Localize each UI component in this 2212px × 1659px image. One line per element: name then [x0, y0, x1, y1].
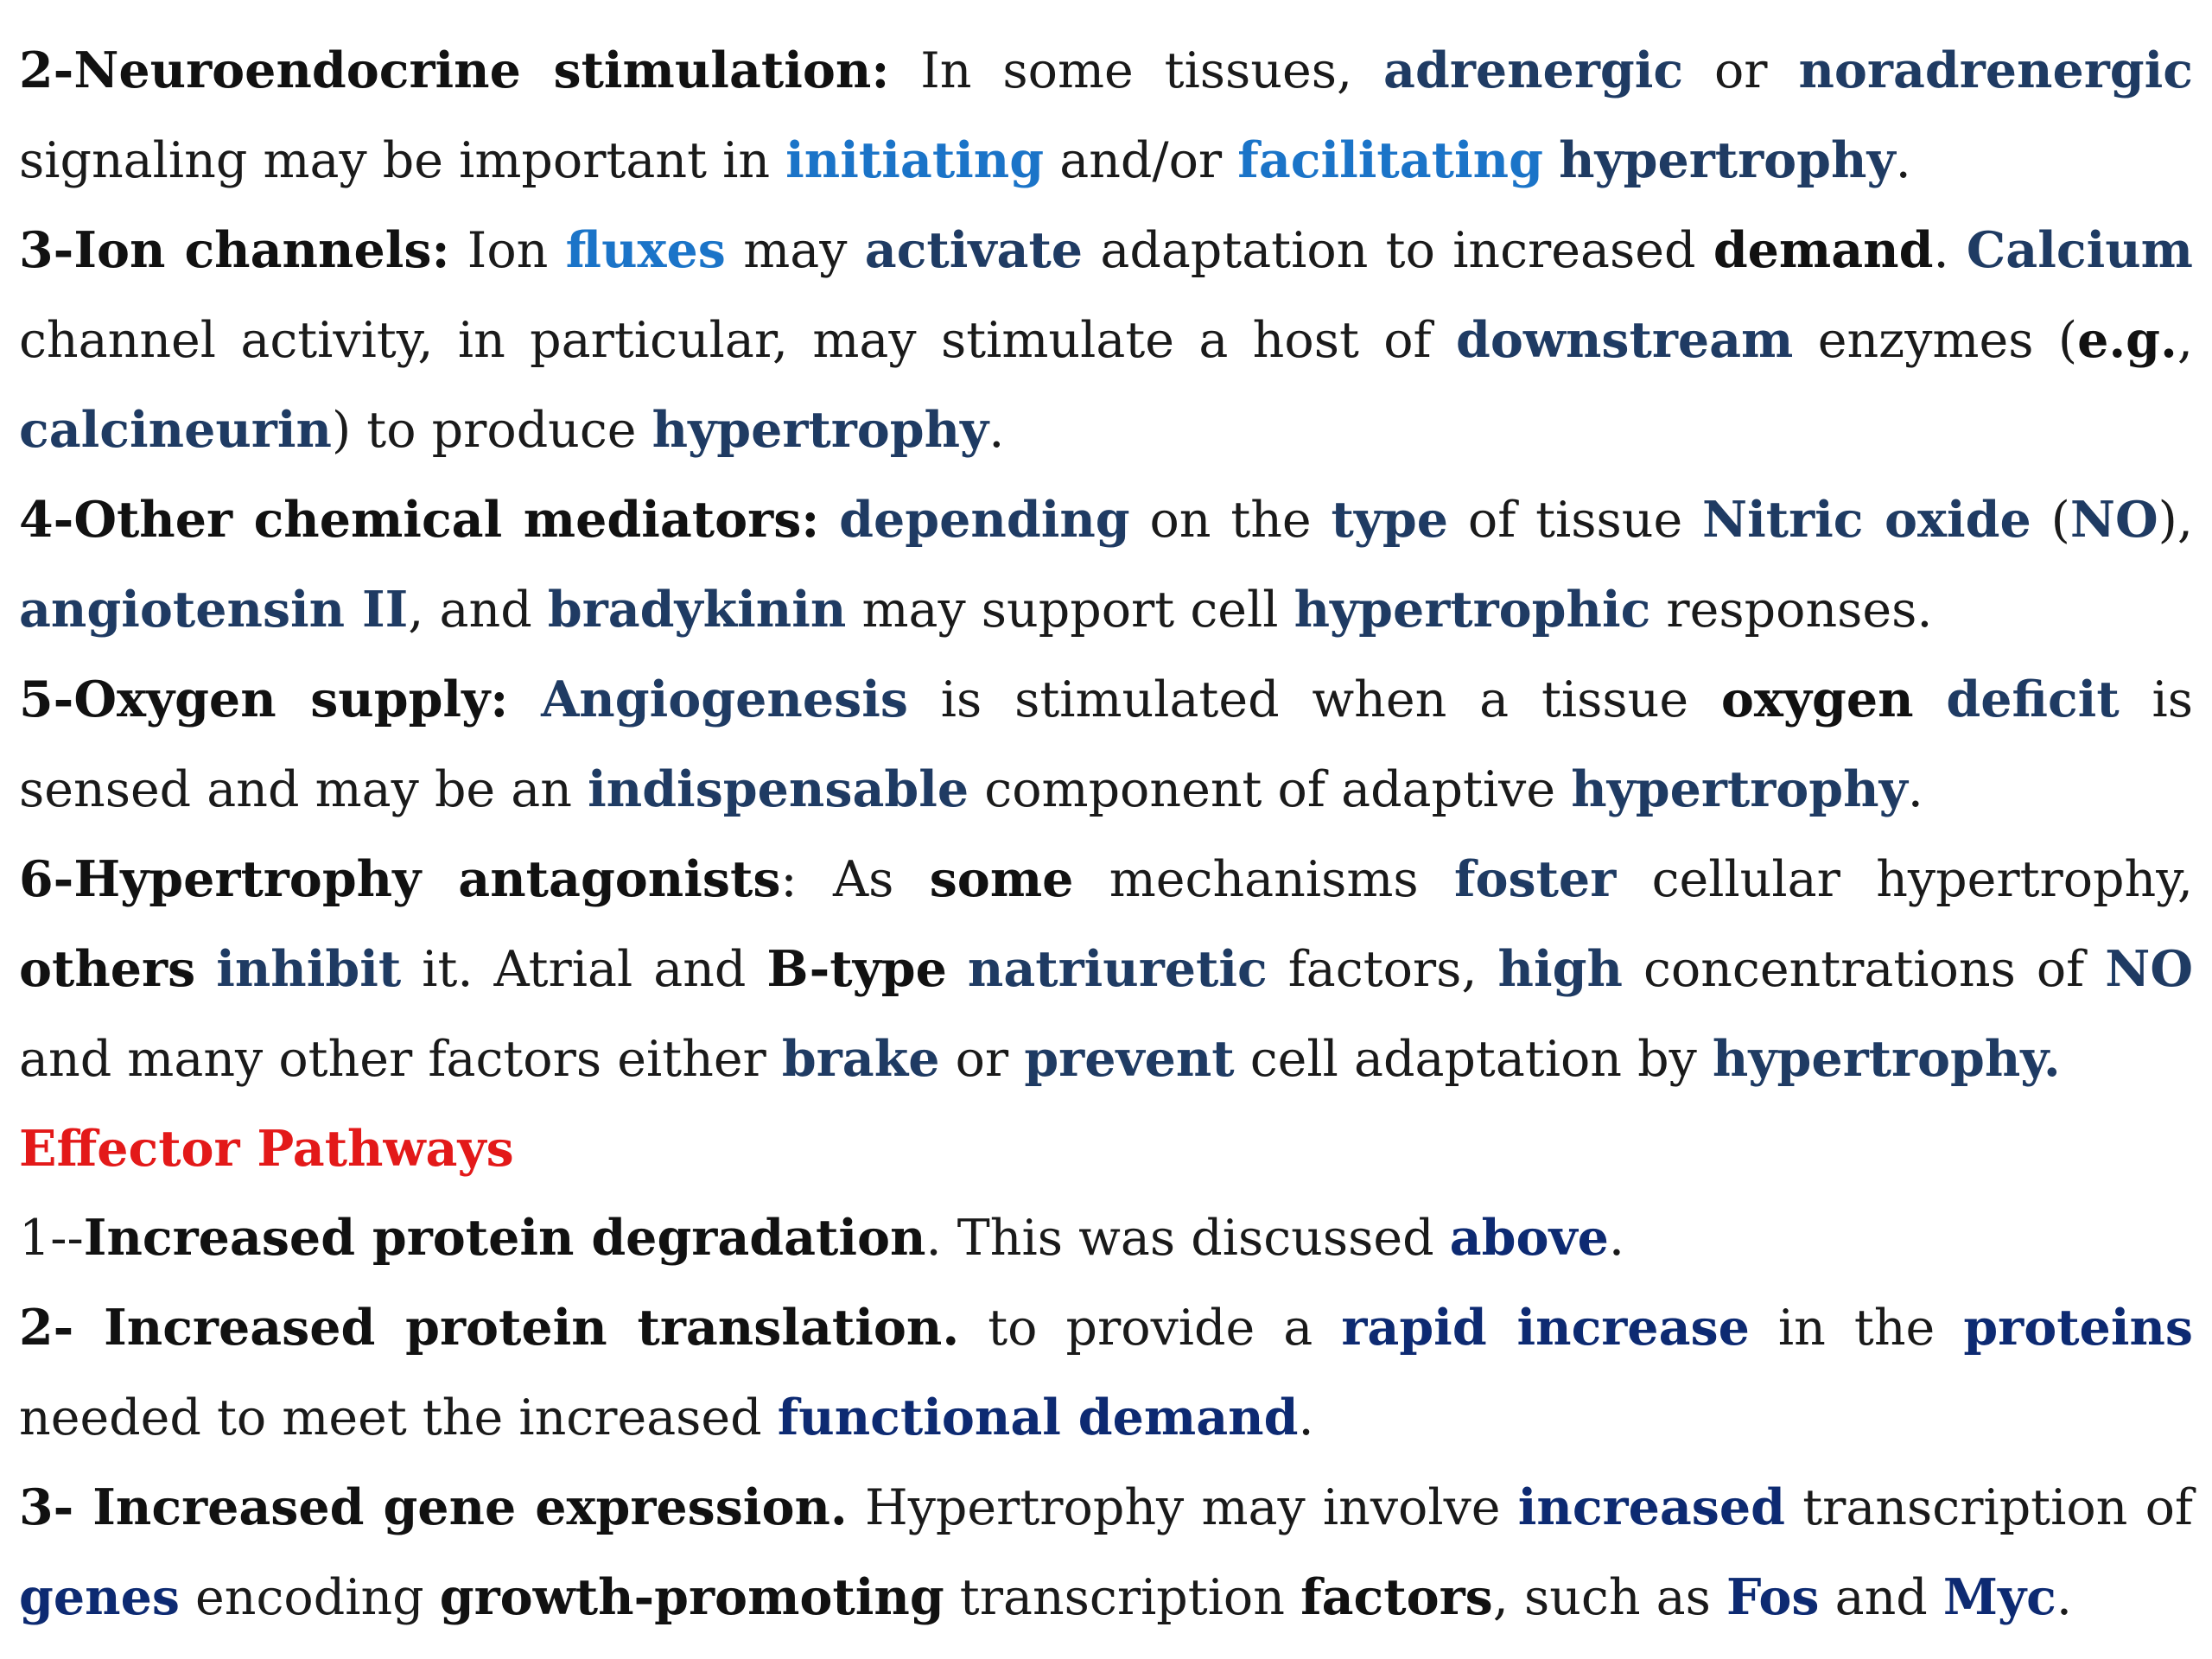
text-run: Hypertrophy may involve [847, 1479, 1518, 1536]
text-run: Angiogenesis [541, 671, 908, 728]
text-run: activate [864, 221, 1084, 279]
text-run: high [1497, 940, 1623, 998]
text-run: ), [2158, 492, 2193, 549]
text-run: growth-promoting [439, 1568, 944, 1626]
text-run: hypertrophy [1559, 131, 1896, 189]
text-run: component of adaptive [969, 761, 1572, 818]
paragraph-heading: 3-Ion channels: [19, 221, 450, 279]
paragraph-p4 [19, 475, 2193, 655]
text-run: rapid increase [1341, 1299, 1750, 1357]
text-run: factors, [1267, 941, 1498, 998]
paragraph-heading: 3- Increased gene expression. [19, 1478, 848, 1536]
text-run: . [1933, 222, 1967, 279]
text-run: may [725, 222, 865, 279]
text-run: encoding [179, 1569, 440, 1626]
text-run: foster [1453, 850, 1617, 908]
text-run: calcineurin [19, 401, 332, 459]
text-run: , [2177, 312, 2193, 369]
text-run: B-type [766, 940, 947, 998]
paragraph-e3 [19, 1463, 2193, 1643]
text-run: or [1683, 42, 1799, 99]
text-run: . This was discussed [925, 1210, 1450, 1267]
text-run: signaling may be important in [19, 132, 786, 189]
text-run: adrenergic [1383, 41, 1684, 99]
effector-list [19, 1193, 2193, 1643]
paragraph-heading: 4-Other chemical mediators: [19, 491, 820, 549]
text-run: channel activity, in particular, may stimulate a host of [19, 312, 1457, 369]
text-run: , and [408, 582, 548, 639]
paragraph-heading: 6-Hypertrophy antagonists [19, 850, 781, 908]
text-run: some [929, 850, 1074, 908]
paragraph-heading: 2- Increased protein translation. [19, 1299, 960, 1357]
text-run: initiating [785, 131, 1045, 189]
text-run: responses. [1650, 582, 1933, 639]
text-run: facilitating [1237, 131, 1543, 189]
text-run: . [1298, 1389, 1314, 1446]
paragraph-p2 [19, 26, 2193, 206]
text-run: may support cell [846, 582, 1294, 639]
text-run: , such as [1492, 1569, 1727, 1626]
text-run: hypertrophy [1571, 760, 1908, 818]
text-run: adaptation to increased [1083, 222, 1713, 279]
text-run: prevent [1024, 1030, 1235, 1088]
paragraph-p6 [19, 835, 2193, 1104]
text-run: type [1331, 491, 1449, 549]
text-run: hypertrophy [652, 401, 989, 459]
text-run: : As [780, 851, 930, 908]
text-run: depending [839, 491, 1130, 549]
paragraph-heading: 2-Neuroendocrine stimulation: [19, 41, 890, 99]
text-run: factors [1300, 1568, 1493, 1626]
text-run: Ion [449, 222, 566, 279]
text-run: is sensed and may be an [19, 671, 2193, 818]
text-run: Fos [1726, 1568, 1820, 1626]
text-run: is stimulated when a tissue [907, 671, 1721, 728]
text-run: it. Atrial and [401, 941, 767, 998]
paragraph-p5 [19, 655, 2193, 835]
text-run: indispensable [588, 760, 969, 818]
text-run [508, 671, 541, 728]
text-run: or [939, 1031, 1025, 1088]
paragraph-p3 [19, 206, 2193, 475]
text-run: hypertrophic [1294, 581, 1651, 639]
section-heading-effector-pathways: Effector Pathways [19, 1120, 514, 1178]
text-run: and/or [1044, 132, 1238, 189]
paragraph-heading: Increased protein degradation [83, 1209, 926, 1267]
text-run: above [1449, 1209, 1609, 1267]
text-run: demand [1713, 221, 1934, 279]
text-run: . [1895, 132, 1911, 189]
text-run: on the [1129, 492, 1332, 549]
text-run: NO [2105, 940, 2193, 998]
text-run: natriuretic [967, 940, 1268, 998]
text-run [1543, 132, 1559, 189]
text-run: to provide a [959, 1300, 1342, 1357]
paragraph-e1 [19, 1193, 2193, 1283]
text-run: NO [2069, 491, 2158, 549]
text-run: cellular hypertrophy, [1616, 851, 2193, 908]
text-run: ( [2031, 492, 2070, 549]
text-run: cell adaptation by [1234, 1031, 1713, 1088]
text-run: fluxes [565, 221, 726, 279]
text-run: deficit [1946, 671, 2120, 728]
text-run: Myc [1942, 1568, 2056, 1626]
text-run: mechanisms [1073, 851, 1454, 908]
text-run: of tissue [1448, 492, 1703, 549]
text-run [947, 941, 968, 998]
text-run: Calcium [1966, 221, 2193, 279]
text-run: proteins [1963, 1299, 2194, 1357]
text-run: brake [781, 1030, 940, 1088]
text-run [195, 941, 216, 998]
text-run: e.g. [2077, 311, 2177, 369]
text-run: transcription of [1784, 1479, 2193, 1536]
text-run: . [2056, 1569, 2072, 1626]
text-run: genes [19, 1568, 180, 1626]
text-run: transcription [944, 1569, 1301, 1626]
text-run: bradykinin [547, 581, 847, 639]
text-run [819, 492, 839, 549]
text-run: In some tissues, [889, 42, 1384, 99]
text-run: . [1907, 761, 1923, 818]
text-run: enzymes ( [1793, 312, 2078, 369]
text-run: in the [1749, 1300, 1964, 1357]
text-run: oxygen [1720, 671, 1914, 728]
text-run: inhibit [216, 940, 402, 998]
text-run: hypertrophy. [1712, 1030, 2061, 1088]
paragraph-e2 [19, 1283, 2193, 1463]
mechanism-list [19, 26, 2193, 1104]
text-run: others [19, 940, 196, 998]
document-page [19, 26, 2193, 1633]
text-run: . [988, 402, 1005, 459]
text-run: 1-- [19, 1210, 84, 1267]
text-run: functional demand [777, 1389, 1299, 1446]
text-run: needed to meet the increased [19, 1389, 778, 1446]
paragraph-heading: 5-Oxygen supply: [19, 671, 509, 728]
text-run: concentrations of [1622, 941, 2106, 998]
text-run: increased [1517, 1478, 1785, 1536]
text-run: and many other factors either [19, 1031, 782, 1088]
text-run: and [1819, 1569, 1943, 1626]
text-run: ) to produce [331, 402, 652, 459]
text-run: noradrenergic [1798, 41, 2193, 99]
text-run: downstream [1456, 311, 1794, 369]
text-run [1914, 671, 1947, 728]
text-run: . [1608, 1210, 1624, 1267]
text-run: Nitric oxide [1702, 491, 2031, 549]
text-run: angiotensin II [19, 581, 409, 639]
